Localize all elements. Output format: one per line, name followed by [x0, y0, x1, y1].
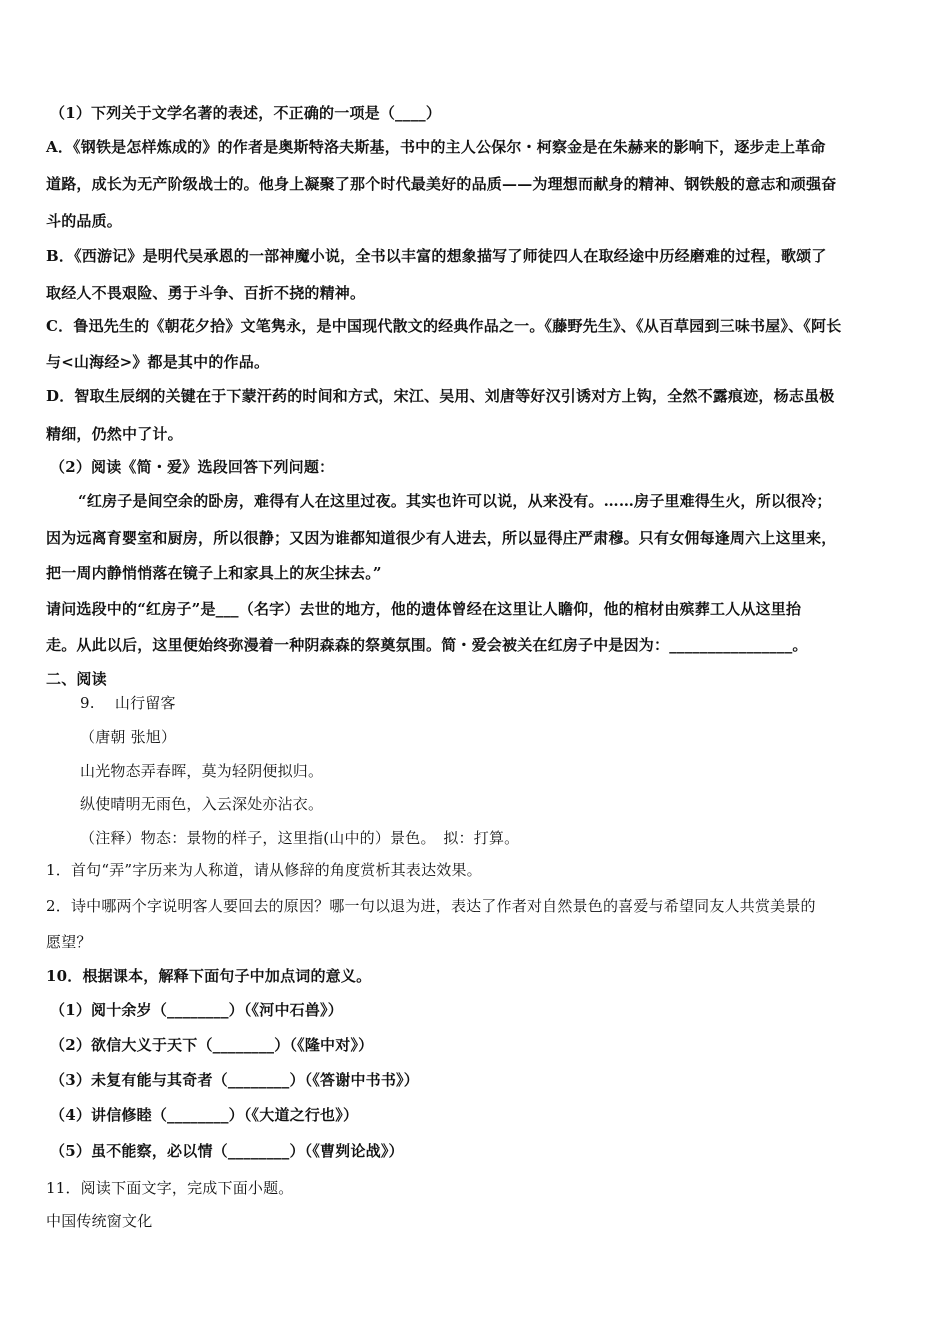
poem-question2-line1: 2．诗中哪两个字说明客人要回去的原因？哪一句以退为进，表达了作者对自然景色的喜爱与希望同友人共赏美景的 — [46, 897, 816, 915]
q2-stem: （2）阅读《简・爱》选段回答下列问题： — [50, 458, 335, 476]
q1-option-c-line1: C．鲁迅先生的《朝花夕拾》文笔隽永，是中国现代散文的经典作品之一。《藤野先生》、《从百草园到三味书屋》、《阿长 — [46, 317, 842, 335]
q1-stem: （1）下列关于文学名著的表述，不正确的一项是（____） — [50, 104, 442, 122]
q10-item5: （5）虽不能察，必以情（________）（《曹刿论战》） — [50, 1142, 404, 1160]
q2-quote-line1: “红房子是间空余的卧房，难得有人在这里过夜。其实也许可以说，从来没有。……房子里难得生火，所以很冷； — [78, 492, 832, 510]
poem-line1: 山光物态弄春晖，莫为轻阴便拟归。 — [80, 762, 324, 780]
q2-quote-line2: 因为远离育婴室和厨房，所以很静；又因为谁都知道很少有人进去，所以显得庄严肃穆。只有女佣每逢周六上这里来， — [46, 529, 837, 547]
q2-quote-line3: 把一周内静悄悄落在镜子上和家具上的灰尘抹去。” — [46, 564, 382, 582]
q1-option-a-line2: 道路，成长为无产阶级战士的。他身上凝聚了那个时代最美好的品质——为理想而献身的精神、钢铁般的意志和顽强奋 — [46, 175, 837, 193]
q1-option-b-line2: 取经人不畏艰险、勇于斗争、百折不挠的精神。 — [46, 284, 366, 302]
q10-item2: （2）欲信大义于天下（________）（《隆中对》） — [50, 1036, 374, 1054]
q10-item1: （1）阅十余岁（________）（《河中石兽》） — [50, 1001, 343, 1019]
q10-stem: 10．根据课本，解释下面句子中加点词的意义。 — [46, 967, 372, 985]
q1-option-a-line3: 斗的品质。 — [46, 212, 123, 230]
poem-question2-line2: 愿望？ — [46, 933, 92, 951]
q1-option-d-line2: 精细，仍然中了计。 — [46, 425, 183, 443]
q1-option-a-line1: A．《钢铁是怎样炼成的》的作者是奥斯特洛夫斯基，书中的主人公保尔・柯察金是在朱赫来的影响下，逐步走上革命 — [46, 138, 826, 156]
q1-option-b-line1: B．《西游记》是明代吴承恩的一部神魔小说，全书以丰富的想象描写了师徒四人在取经途中历经磨难的过程，歌颂了 — [46, 247, 827, 265]
q2-question-line1: 请问选段中的“红房子”是___（名字）去世的地方，他的遗体曾经在这里让人瞻仰，他的棺材由殡葬工人从这里抬 — [46, 600, 802, 618]
section-heading-reading: 二、阅读 — [46, 670, 107, 688]
poem-number-title: 9. 山行留客 — [80, 694, 176, 712]
poem-author: （唐朝 张旭） — [80, 728, 177, 746]
poem-note: （注释）物态：景物的样子，这里指(山中的）景色。 拟：打算。 — [80, 829, 520, 847]
q2-question-line2: 走。从此以后，这里便始终弥漫着一种阴森森的祭奠氛围。简・爱会被关在红房子中是因为：________________。 — [46, 636, 808, 654]
q11-stem: 11．阅读下面文字，完成下面小题。 — [46, 1179, 294, 1197]
q1-option-c-line2: 与<山海经>》都是其中的作品。 — [46, 353, 270, 371]
q10-item3: （3）未复有能与其奇者（________）（《答谢中书书》） — [50, 1071, 419, 1089]
q10-item4: （4）讲信修睦（________）（《大道之行也》） — [50, 1106, 359, 1124]
poem-line2: 纵使晴明无雨色，入云深处亦沾衣。 — [80, 795, 324, 813]
q1-option-d-line1: D．智取生辰纲的关键在于下蒙汗药的时间和方式，宋江、吴用、刘唐等好汉引诱对方上钩，全然不露痕迹，杨志虽极 — [46, 387, 835, 405]
poem-question1: 1．首句“弄”字历来为人称道，请从修辞的角度赏析其表达效果。 — [46, 861, 482, 879]
passage-title: 中国传统窗文化 — [46, 1212, 153, 1230]
